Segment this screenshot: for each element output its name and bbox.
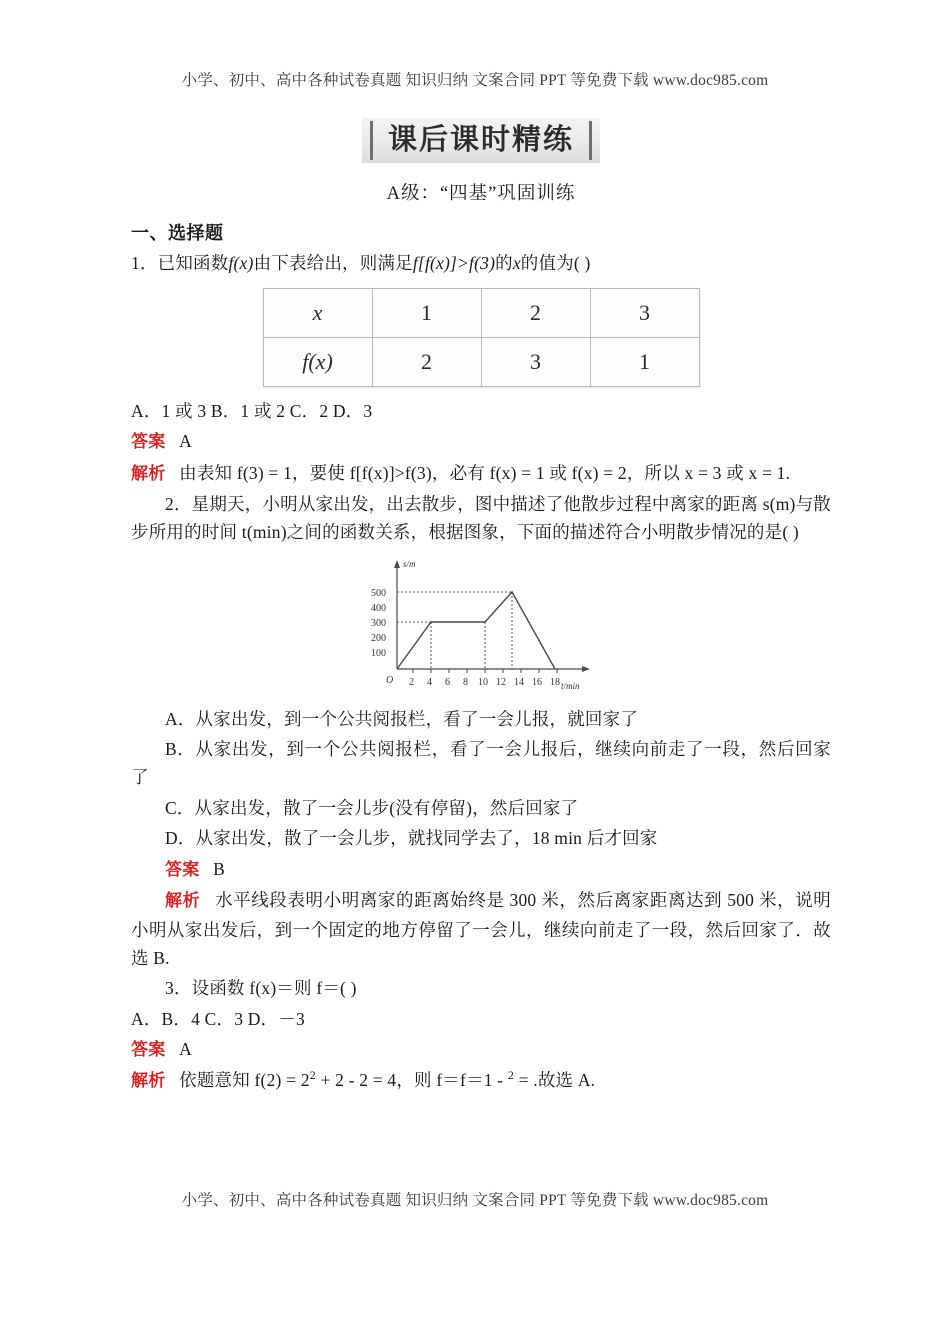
question-2-option-d: D．从家出发，散了一会儿步，就找同学去了，18 min 后才回家: [165, 828, 658, 849]
answer-value: A: [179, 1038, 192, 1059]
analysis-label: 解析: [131, 463, 166, 484]
level-subtitle: A级：“四基”巩固训练: [386, 184, 576, 205]
analysis-text-part-3: = .故选 A.: [514, 1070, 596, 1091]
banner-container: [131, 118, 831, 163]
question-2-option-b: B．从家出发，到一个公共阅报栏，看了一会儿报后，继续向前走了一段，然后回家了: [131, 739, 831, 788]
function-table: [263, 288, 700, 387]
table-cell-fx-3: 1: [590, 337, 699, 386]
answer-value: A: [179, 431, 192, 452]
q1-text-a: 已知函数: [157, 253, 229, 274]
analysis-label: 解析: [165, 891, 201, 912]
section-heading: 一、选择题: [131, 223, 224, 245]
x-tick-label-10: 10: [478, 676, 488, 688]
analysis-label: 解析: [131, 1071, 166, 1092]
analysis-text: 水平线段表明小明离家的距离始终是 300 米，然后离家距离达到 500 米，说明小明从家出发后，到一个固定的地方停留了一会儿，继续向前走了一段，然后回家了．故选 B.: [131, 890, 831, 968]
page-title: 课后课时精练: [362, 118, 600, 163]
y-tick-400: 400: [371, 602, 386, 614]
x-tick-label-6: 6: [445, 676, 450, 688]
x-tick-label-4: 4: [427, 676, 432, 688]
table-cell-x-1: 1: [372, 288, 481, 337]
question-2-analysis: [131, 886, 831, 972]
distance-time-curve: [397, 592, 555, 669]
question-1-options: A．1 或 3 B．1 或 2 C．2 D．3: [131, 400, 373, 421]
answer-label: 答案: [131, 1039, 166, 1060]
x-axis-arrow-icon: [582, 666, 590, 672]
analysis-sup-2: 2: [507, 1068, 515, 1083]
question-2-option-a: A．从家出发，到一个公共阅报栏，看了一会儿报，就回家了: [165, 708, 639, 729]
x-tick-label-16: 16: [532, 676, 542, 688]
analysis-text: 由表知 f(3) = 1，要使 f[f(x)]>f(3)，必有 f(x) = 1 或 f(x) = 2，所以 x = 3 或 x = 1.: [179, 462, 791, 483]
analysis-text-part-1: 依题意知 f(2) = 2: [179, 1070, 310, 1091]
q1-var-x: x: [512, 253, 521, 274]
footer-watermark: 小学、初中、高中各种试卷真题 知识归纳 文案合同 PPT 等免费下载 www.doc985.com: [181, 1192, 769, 1209]
y-tick-300: 300: [371, 617, 386, 629]
question-1-stem: [131, 249, 831, 277]
x-axis-label: t/min: [561, 680, 580, 691]
table-cell-fx-1: 2: [372, 337, 481, 386]
y-axis-label: s/m: [403, 558, 416, 569]
q1-number: 1．: [131, 253, 158, 274]
question-3-analysis: [131, 1066, 831, 1096]
q1-fx: f(x): [228, 253, 254, 274]
table-cell-fx-2: 3: [481, 337, 590, 386]
question-2-answer: [131, 855, 831, 885]
y-tick-200: 200: [371, 632, 386, 644]
question-3-options: A．B．4 C．3 D．－3: [131, 1008, 305, 1029]
question-1-answer: [131, 427, 831, 457]
header-watermark: 小学、初中、高中各种试卷真题 知识归纳 文案合同 PPT 等免费下载 www.doc985.com: [181, 72, 769, 89]
q1-text-d: 的值为( ): [520, 253, 591, 274]
question-3-answer: [131, 1035, 831, 1065]
analysis-sup-1: 2: [309, 1068, 316, 1083]
answer-label: 答案: [131, 432, 166, 453]
distance-time-graph: [363, 555, 599, 695]
answer-label: 答案: [165, 859, 200, 880]
analysis-text-part-2: + 2 - 2 = 4，则 f＝f＝1 -: [315, 1070, 508, 1091]
document-content: [131, 118, 831, 1098]
walk-graph-container: [131, 555, 831, 695]
table-cell-x-2: 2: [481, 288, 590, 337]
table-cell-x-label: x: [263, 288, 372, 337]
y-axis-arrow-icon: [394, 560, 400, 568]
y-tick-100: 100: [371, 647, 386, 659]
q1-ffx: f[f(x)]>f(3): [412, 253, 496, 274]
table-cell-fx-label: f(x): [263, 337, 372, 386]
origin-label: O: [386, 674, 394, 686]
x-tick-label-14: 14: [514, 676, 524, 688]
x-tick-label-18: 18: [550, 676, 560, 688]
q1-text-c: 的: [495, 253, 513, 274]
y-tick-500: 500: [371, 587, 386, 599]
x-tick-label-8: 8: [463, 676, 468, 688]
table-row: [263, 337, 699, 386]
table-row: [263, 288, 699, 337]
q1-text-b: 由下表给出，则满足: [253, 253, 413, 274]
question-3-stem: 3．设函数 f(x)＝则 f＝( ): [165, 978, 357, 999]
question-2-stem: 2．星期天，小明从家出发，出去散步，图中描述了他散步过程中离家的距离 s(m)与散步所用的时间 t(min)之间的函数关系，根据图象，下面的描述符合小明散步情况的是( ): [131, 494, 831, 543]
function-table-container: [131, 288, 831, 387]
table-cell-x-3: 3: [590, 288, 699, 337]
question-2-option-c: C．从家出发，散了一会儿步(没有停留)，然后回家了: [165, 797, 579, 818]
answer-value: B: [213, 858, 226, 879]
x-tick-label-2: 2: [409, 676, 414, 688]
question-1-analysis: [131, 459, 831, 489]
x-tick-label-12: 12: [496, 676, 506, 688]
